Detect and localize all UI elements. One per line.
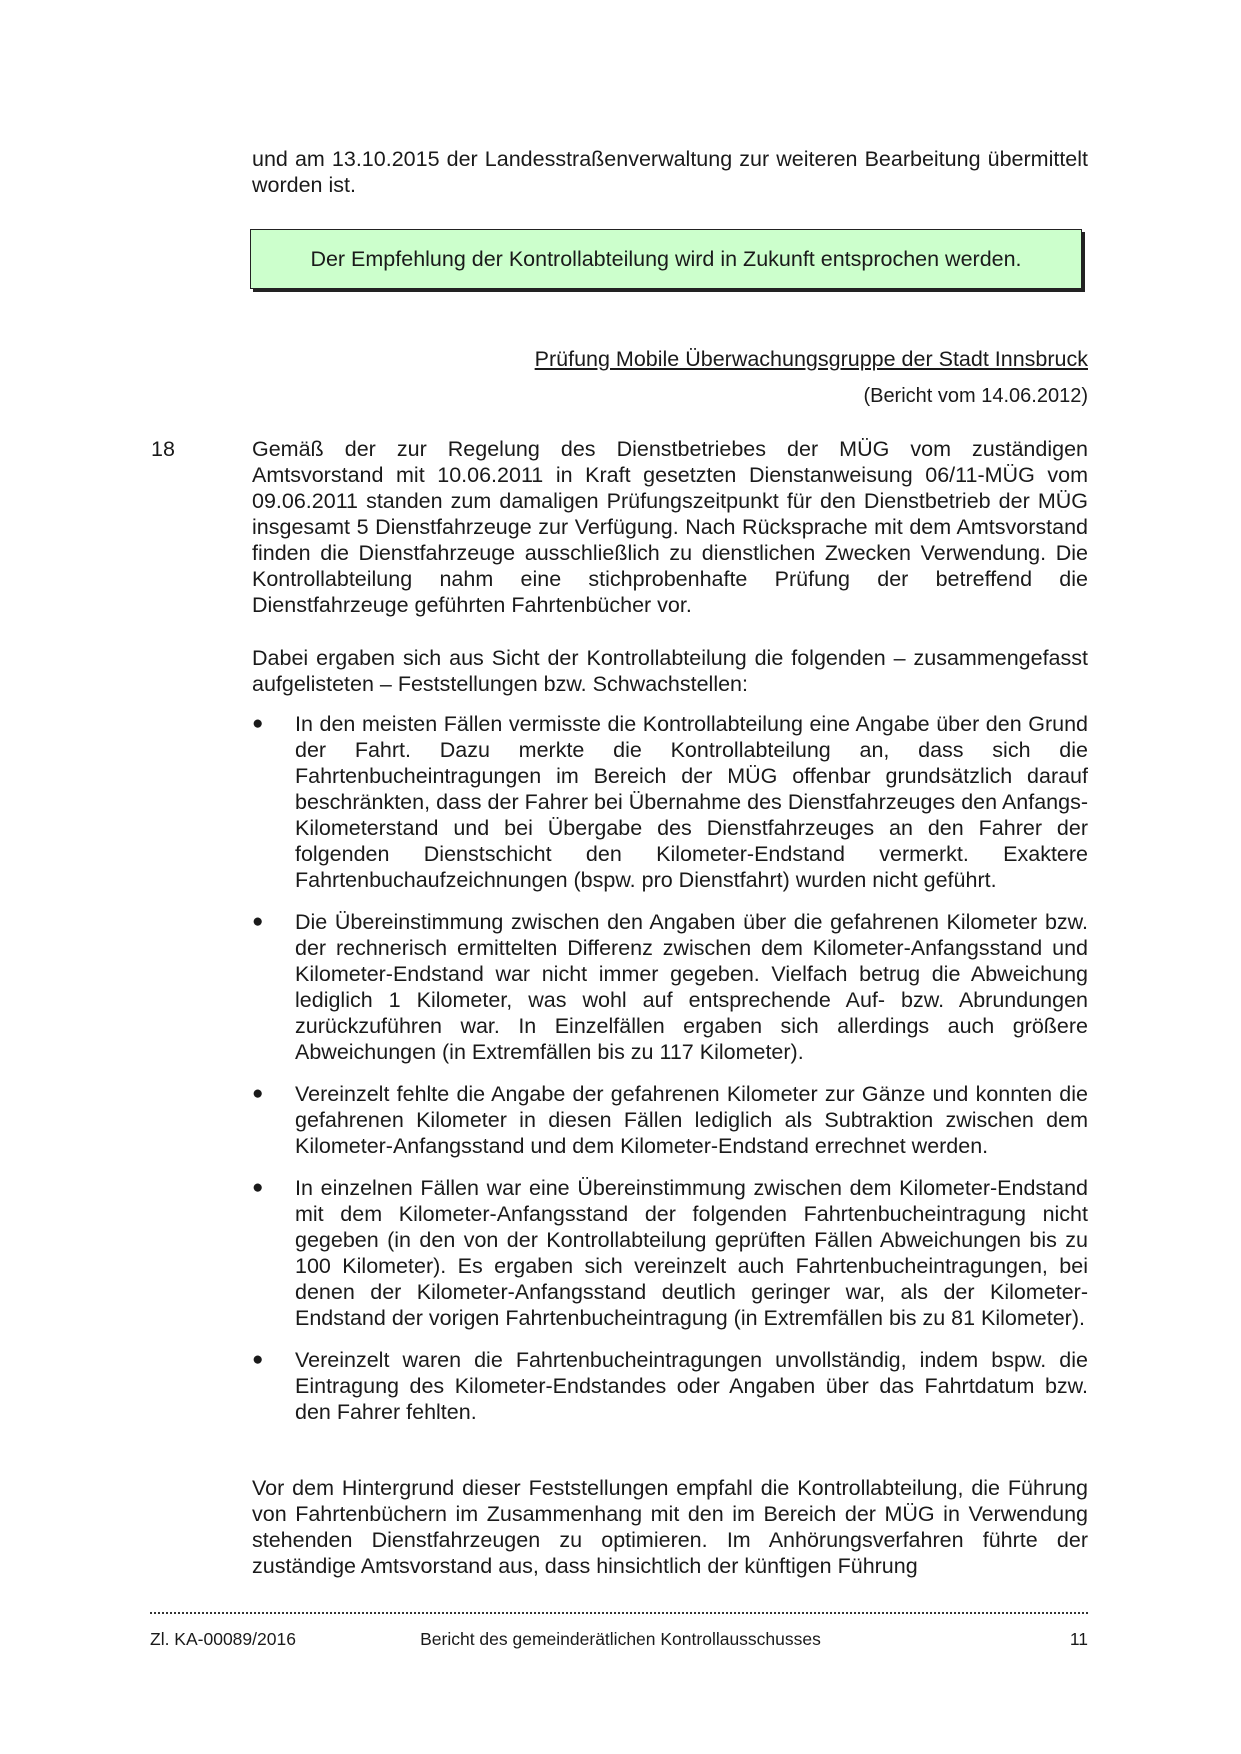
list-item <box>252 909 1088 1065</box>
intro-paragraph: und am 13.10.2015 der Landesstraßenverwaltung zur weiteren Bearbeitung übermittelt worden ist. <box>252 147 1088 197</box>
footer-title: Bericht des gemeinderätlichen Kontrollausschusses <box>420 1629 821 1649</box>
list-item <box>252 711 1088 893</box>
list-item <box>252 1347 1088 1425</box>
paragraph-recommendation: Vor dem Hintergrund dieser Feststellungen empfahl die Kontrollabteilung, die Führung von Fahrtenbüchern im Zusammenhang mit den im Bereich der MÜG in Verwendung stehenden Dienstfahrzeugen zu optimieren. Im Anhörungsverfahren führte der zuständige Amtsvorstand aus, dass hinsichtlich der künftigen Führung <box>252 1476 1088 1578</box>
paragraph-18: Gemäß der zur Regelung des Dienstbetriebes der MÜG vom zuständigen Amtsvorstand mit 10.06.2011 in Kraft gesetzten Dienstanweisung 06/11-MÜG vom 09.06.2011 standen zum damaligen Prüfungszeitpunkt für den Dienstbetrieb der MÜG insgesamt 5 Dienstfahrzeuge zur Verfügung. Nach Rücksprache mit dem Amtsvorstand finden die Dienstfahrzeuge ausschließlich zu dienstlichen Zwecken Verwendung. Die Kontrollabteilung nahm eine stichprobenhafte Prüfung der betreffend die Dienstfahrzeuge geführten Fahrtenbücher vor. <box>252 437 1088 617</box>
bullet-icon: ● <box>252 713 264 734</box>
list-item <box>252 1175 1088 1331</box>
list-item-text: In den meisten Fällen vermisste die Kontrollabteilung eine Angabe über den Grund der Fahrt. Dazu merkte die Kontrollabteilung an, dass sich die Fahrtenbucheintragungen im Bereich der MÜG offenbar grundsätzlich darauf beschränkten, dass der Fahrer bei Übernahme des Dienstfahrzeuges den Anfangs-Kilometerstand und bei Übergabe des Dienstfahrzeuges an den Fahrer der folgenden Dienstschicht den Kilometer-Endstand vermerkt. Exaktere Fahrtenbuchaufzeichnungen (bspw. pro Dienstfahrt) wurden nicht geführt. <box>295 712 1088 892</box>
section-heading: Prüfung Mobile Überwachungsgruppe der Stadt Innsbruck <box>534 347 1088 371</box>
list-item-text: Vereinzelt fehlte die Angabe der gefahrenen Kilometer zur Gänze und konnten die gefahrenen Kilometer in diesen Fällen lediglich als Subtraktion zwischen dem Kilometer-Anfangsstand und dem Kilometer-Endstand errechnet werden. <box>295 1082 1088 1158</box>
list-item-text: Die Übereinstimmung zwischen den Angaben über die gefahrenen Kilometer bzw. der rechnerisch ermittelten Differenz zwischen dem Kilometer-Anfangsstand und Kilometer-Endstand war nicht immer gegeben. Vielfach betrug die Abweichung lediglich 1 Kilometer, was wohl auf entsprechende Auf- bzw. Abrundungen zurückzuführen war. In Einzelfällen ergaben sich allerdings auch größere Abweichungen (in Extremfällen bis zu 117 Kilometer). <box>295 910 1088 1064</box>
paragraph-findings-intro: Dabei ergaben sich aus Sicht der Kontrollabteilung die folgenden – zusammengefasst aufgelisteten – Feststellungen bzw. Schwachstellen: <box>252 646 1088 696</box>
page-number: 11 <box>1069 1629 1088 1649</box>
paragraph-number: 18 <box>151 437 175 461</box>
bullet-icon: ● <box>252 1349 264 1370</box>
bullet-icon: ● <box>252 911 264 932</box>
list-item-text: Vereinzelt waren die Fahrtenbucheintragungen unvollständig, indem bspw. die Eintragung des Kilometer-Endstandes oder Angaben über das Fahrtdatum bzw. den Fahrer fehlten. <box>295 1348 1088 1424</box>
report-date: (Bericht vom 14.06.2012) <box>863 385 1088 407</box>
list-item-text: In einzelnen Fällen war eine Übereinstimmung zwischen dem Kilometer-Endstand mit dem Kilometer-Anfangsstand der folgenden Fahrtenbucheintragung nicht gegeben (in den von der Kontrollabteilung geprüften Fällen Abweichungen bis zu 100 Kilometer). Es ergaben sich vereinzelt auch Fahrtenbucheintragungen, bei denen der Kilometer-Anfangsstand deutlich geringer war, als der Kilometer-Endstand der vorigen Fahrtenbucheintragung (in Extremfällen bis zu 81 Kilometer). <box>295 1176 1088 1330</box>
footer-reference: Zl. KA-00089/2016 <box>150 1629 296 1649</box>
bullet-icon: ● <box>252 1177 264 1198</box>
recommendation-box-text: Der Empfehlung der Kontrollabteilung wird in Zukunft entsprochen werden. <box>310 247 1022 271</box>
findings-list <box>252 711 1088 1441</box>
footer-divider <box>150 1612 1088 1614</box>
bullet-icon: ● <box>252 1083 264 1104</box>
recommendation-box <box>250 229 1082 289</box>
list-item <box>252 1081 1088 1159</box>
